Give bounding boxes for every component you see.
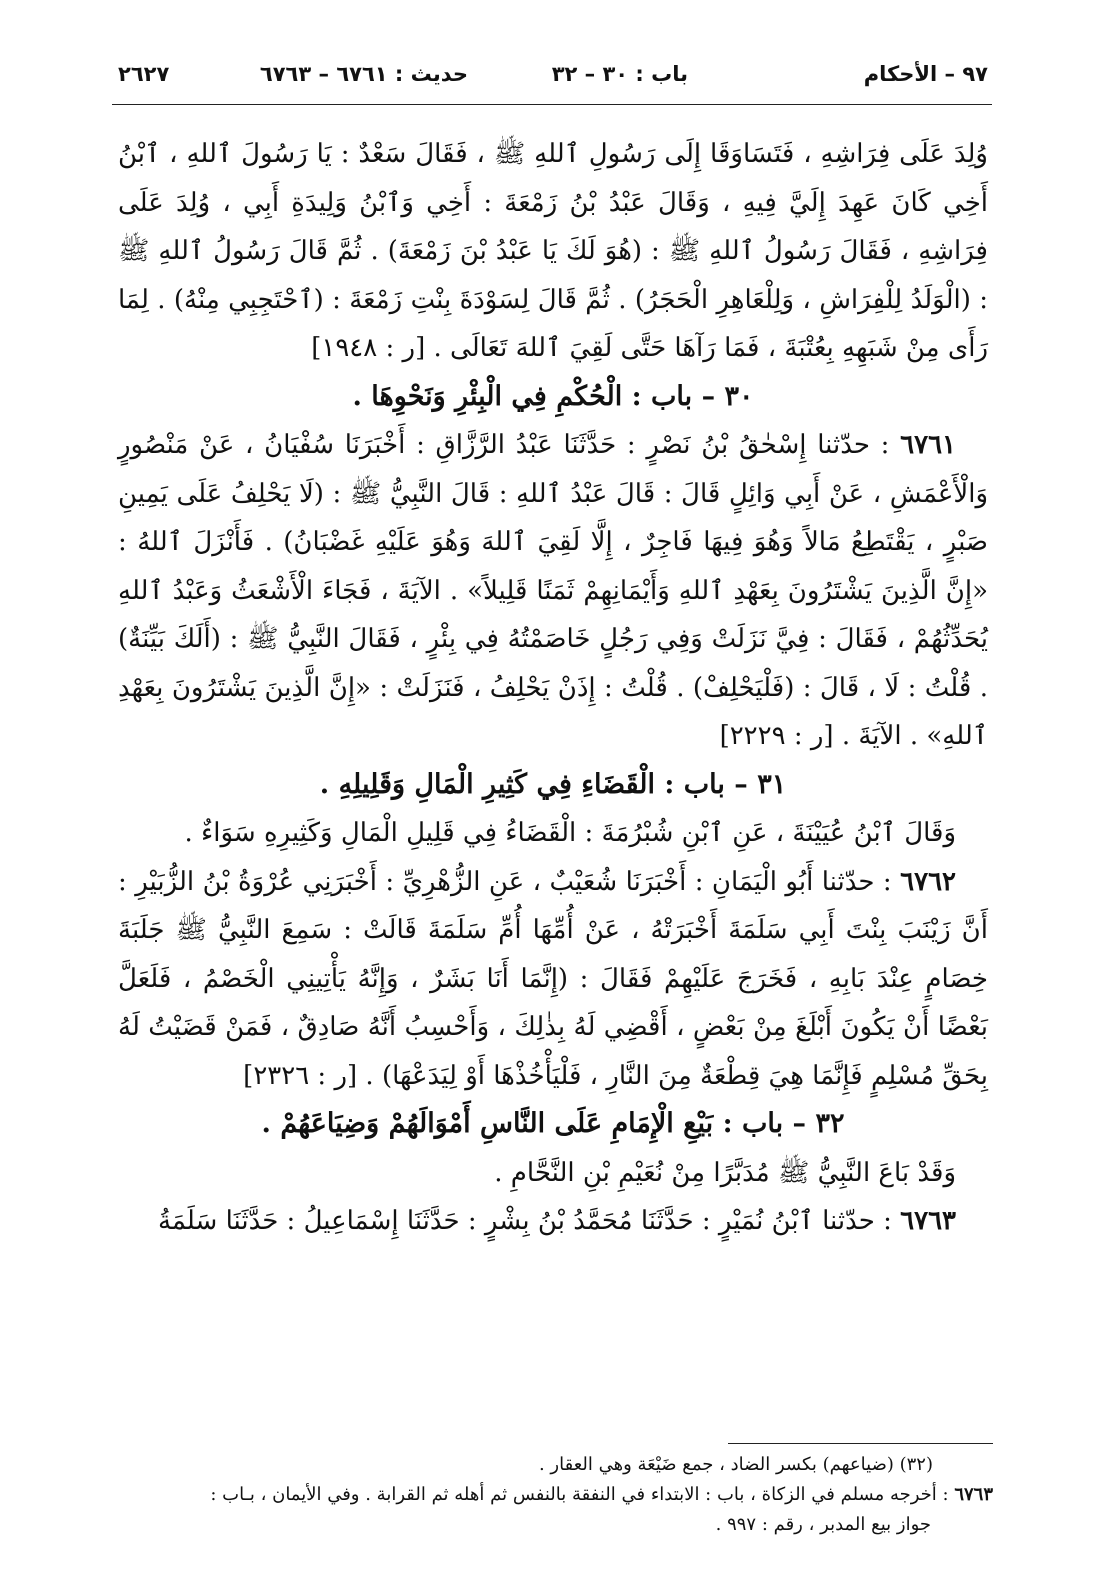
main-text xyxy=(118,130,988,1246)
hadith-text: : حدّثنا ٱبْنُ نُمَيْرٍ : حَدَّثَنَا مُحَمَّدُ بْنُ بِشْرٍ : حَدَّثَنَا إِسْمَاعِيلُ : حَدَّثَنَا سَلَمَةُ xyxy=(157,1206,892,1236)
header-rule xyxy=(112,104,992,105)
chapter-title: ٩٧ – الأحكام xyxy=(863,62,988,86)
bab-range: باب : ٣٠ – ٣٢ xyxy=(551,62,688,86)
footnote-line-1: : أخرجه مسلم في الزكاة ، باب : الابتداء في النفقة بالنفس ثم أهله ثم القرابة . وفي الأيمان ، بـاب : xyxy=(210,1484,949,1505)
running-header xyxy=(118,54,988,98)
hadith-text: : حدّثنا إِسْحٰقُ بْنُ نَصْرٍ : حَدَّثَنَا عَبْدُ الرَّزَّاقِ : أَخْبَرَنَا سُفْيَانُ ، عَنْ مَنْصُورٍ وَالْأَعْمَشِ ، عَنْ أَبِي وَائِلٍ قَالَ : قَالَ عَبْدُ ٱللهِ : قَالَ النَّبِيُّ ﷺ : (لَا يَحْلِفُ عَلَى يَمِينِ صَبْرٍ ، يَقْتَطِعُ مَالاً وَهُوَ فِيهَا فَاجِرٌ ، إِلَّا لَقِيَ ٱللهَ وَهُوَ عَلَيْهِ غَضْبَانُ) . فَأَنْزَلَ ٱللهُ : «إِنَّ الَّذِينَ يَشْتَرُونَ بِعَهْدِ ٱللهِ وَأَيْمَانِهِمْ ثَمَنًا قَلِيلاً» . الآيَةَ ، فَجَاءَ الْأَشْعَثُ وَعَبْدُ ٱللهِ يُحَدِّثُهُمْ ، فَقَالَ : فِيَّ نَزَلَتْ وَفِي رَجُلٍ خَاصَمْتُهُ فِي بِئْرٍ ، فَقَالَ النَّبِيُّ ﷺ : (أَلَكَ بَيِّنَةٌ) . قُلْتُ : لَا ، قَالَ : (فَلْيَحْلِفْ) . قُلْتُ : إِذَنْ يَحْلِفُ ، فَنَزَلَتْ : «إِنَّ الَّذِينَ يَشْتَرُونَ بِعَهْدِ ٱللهِ» . الآيَةَ . [ر : ٢٢٢٩] xyxy=(118,430,988,751)
paragraph-continued: وُلِدَ عَلَى فِرَاشِهِ ، فَتَسَاوَقَا إِلَى رَسُولِ ٱللهِ ﷺ ، فَقَالَ سَعْدٌ : يَا رَسُولَ ٱللهِ ، ٱبْنُ أَخِي كَانَ عَهِدَ إِلَيَّ فِيهِ ، وَقَالَ عَبْدُ بْنُ زَمْعَةَ : أَخِي وَٱبْنُ وَلِيدَةِ أَبِي ، وُلِدَ عَلَى فِرَاشِهِ ، فَقَالَ رَسُولُ ٱللهِ ﷺ : (هُوَ لَكَ يَا عَبْدُ بْنَ زَمْعَةَ) . ثُمَّ قَالَ رَسُولُ ٱللهِ ﷺ : (الْوَلَدُ لِلْفِرَاشِ ، وَلِلْعَاهِرِ الْحَجَرُ) . ثُمَّ قَالَ لِسَوْدَةَ بِنْتِ زَمْعَةَ : (ٱحْتَجِبِي مِنْهُ) . لِمَا رَأَى مِنْ شَبَهِهِ بِعُتْبَةَ ، فَمَا رَآهَا حَتَّى لَقِيَ ٱللهَ تَعَالَى . [ر : ١٩٤٨] xyxy=(118,139,988,363)
section-heading-32: ٣٢ – باب : بَيْعِ الْإِمَامِ عَلَى النَّاسِ أَمْوَالَهُمْ وَضِيَاعَهُمْ . xyxy=(261,1108,845,1139)
hadith-number: ٦٧٦١ xyxy=(900,430,957,460)
paragraph-31: وَقَالَ ٱبْنُ عُيَيْنَةَ ، عَنِ ٱبْنِ شُبْرُمَةَ : الْقَضَاءُ فِي قَلِيلِ الْمَالِ وَكَثِيرِهِ سَوَاءٌ . xyxy=(184,818,956,848)
hadith-6762 xyxy=(118,858,988,1101)
footnote-line-2: جواز بيع المدبر ، رقم : ٩٩٧ . xyxy=(715,1514,931,1535)
paragraph-32: وَقَدْ بَاعَ النَّبِيُّ ﷺ مُدَبَّرًا مِنْ نُعَيْمِ بْنِ النَّحَّامِ . xyxy=(494,1157,956,1188)
footnote-32: (٣٢) (ضياعهم) بكسر الضاد ، جمع ضَيْعَة وهي العقار . xyxy=(538,1454,933,1475)
footnote-rule xyxy=(728,1443,993,1444)
section-heading-30: ٣٠ – باب : الْحُكْمِ فِي الْبِئْرِ وَنَحْوِهَا . xyxy=(352,380,754,412)
hadith-6763 xyxy=(118,1197,988,1246)
footnote-6763 xyxy=(118,1480,993,1540)
hadith-range: حديث : ٦٧٦١ – ٦٧٦٣ xyxy=(259,62,468,86)
footnote-number: ٦٧٦٣ xyxy=(954,1484,993,1505)
footnotes xyxy=(118,1450,993,1540)
page-number: ٢٦٢٧ xyxy=(118,62,170,86)
section-heading-31: ٣١ – باب : الْقَضَاءِ فِي كَثِيرِ الْمَالِ وَقَلِيلِهِ . xyxy=(319,768,787,800)
hadith-number: ٦٧٦٣ xyxy=(900,1206,956,1236)
hadith-6761 xyxy=(118,421,988,761)
hadith-text: : حدّثنا أَبُو الْيَمَانِ : أَخْبَرَنَا شُعَيْبٌ ، عَنِ الزُّهْرِيِّ : أَخْبَرَنِي عُرْوَةُ بْنُ الزُّبَيْرِ : أَنَّ زَيْنَبَ بِنْتَ أَبِي سَلَمَةَ أَخْبَرَتْهُ ، عَنْ أُمِّهَا أُمِّ سَلَمَةَ قَالَتْ : سَمِعَ النَّبِيُّ ﷺ جَلَبَةَ خِصَامٍ عِنْدَ بَابِهِ ، فَخَرَجَ عَلَيْهِمْ فَقَالَ : (إِنَّمَا أَنَا بَشَرٌ ، وَإِنَّهُ يَأْتِينِي الْخَصْمُ ، فَلَعَلَّ بَعْضًا أَنْ يَكُونَ أَبْلَغَ مِنْ بَعْضٍ ، أَقْضِي لَهُ بِذٰلِكَ ، وَأَحْسِبُ أَنَّهُ صَادِقٌ ، فَمَنْ قَضَيْتُ لَهُ بِحَقِّ مُسْلِمٍ فَإِنَّمَا هِيَ قِطْعَةٌ مِنَ النَّارِ ، فَلْيَأْخُذْهَا أَوْ لِيَدَعْهَا) . [ر : ٢٣٢٦] xyxy=(118,866,988,1091)
hadith-number: ٦٧٦٢ xyxy=(900,866,956,897)
